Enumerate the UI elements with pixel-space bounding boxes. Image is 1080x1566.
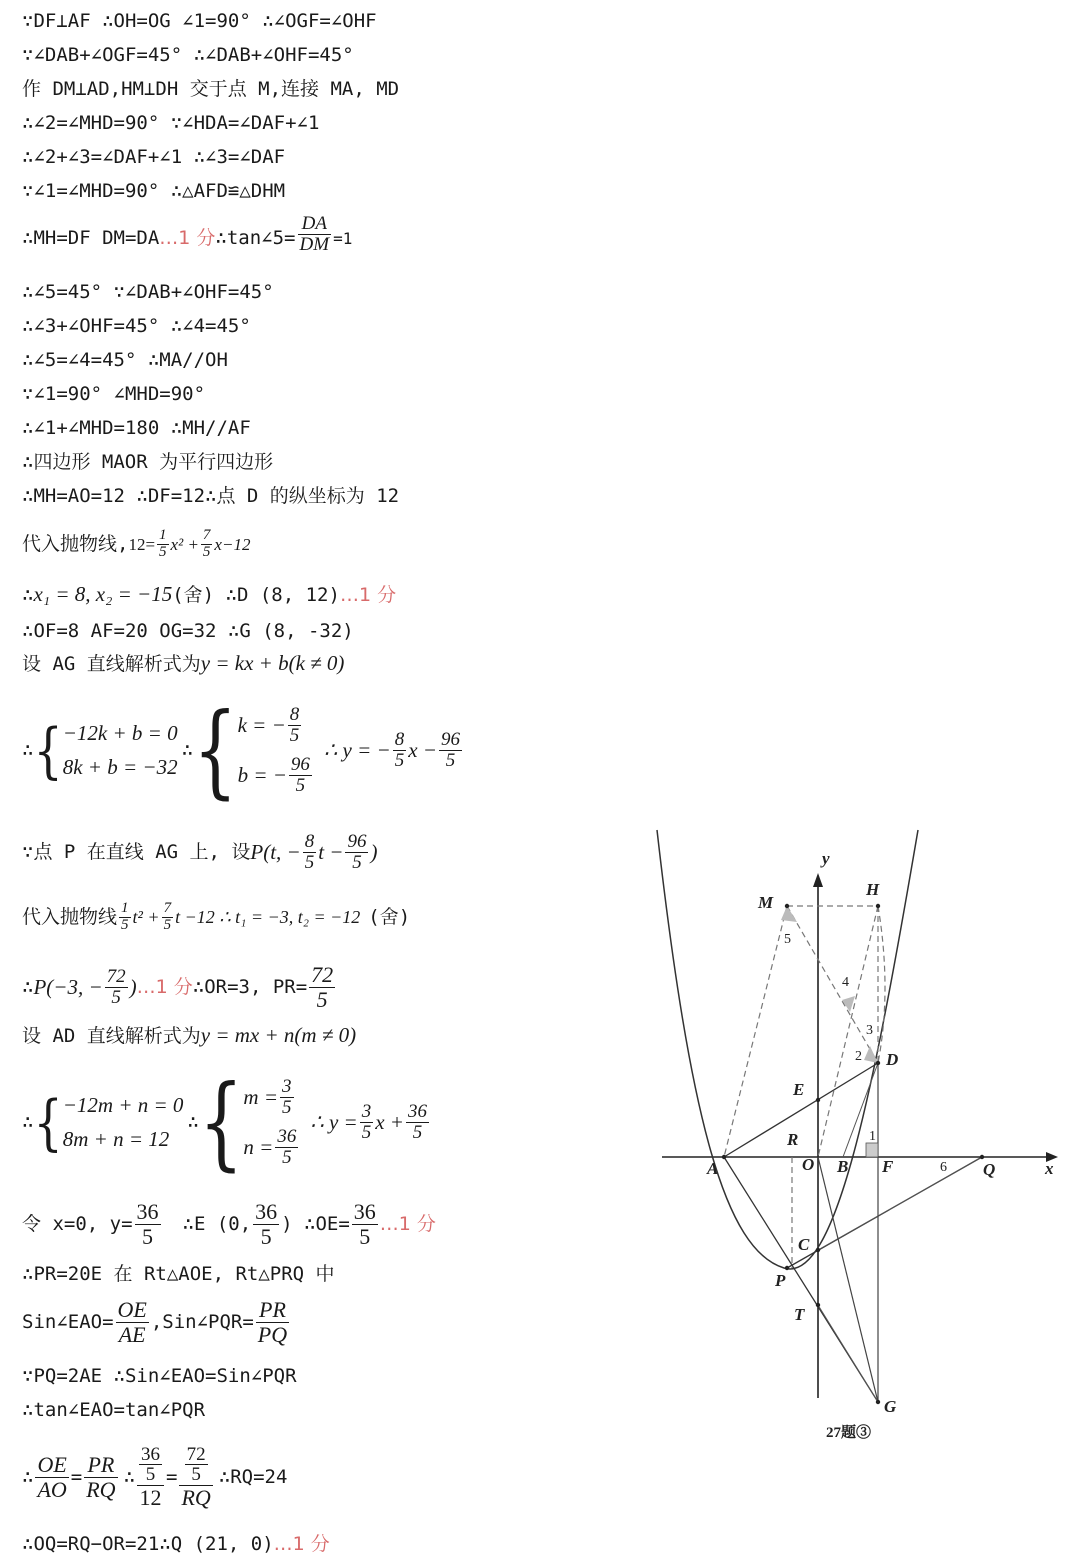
label-O: O <box>802 1155 815 1174</box>
score-dots: … <box>136 976 156 998</box>
score-mark: 1 分 <box>398 1213 436 1235</box>
label-y: y <box>822 849 830 868</box>
label-F: F <box>882 1157 894 1176</box>
line-TG <box>818 1305 878 1402</box>
label-A: A <box>707 1159 719 1178</box>
line-6: ∵∠1=∠MHD=90° ∴△AFD≌△DHM <box>22 180 286 202</box>
line-3: 作 DM⊥AD,HM⊥DH 交于点 M,连接 MA, MD <box>22 78 400 100</box>
line-AD <box>724 1063 878 1157</box>
system-ag: ∴ { −12k + b = 0 8k + b = −32 ∴ { k = − $\frac{8}{5}$ b = − $\frac{96}{5}$ ∴ y = − $\frac{8}{5}$ x − $\frac{96}{5}$ <box>22 690 460 810</box>
line-26: ∴PR=20E 在 Rt△AOE, Rt△PRQ 中 <box>22 1263 335 1285</box>
line-1: ∵DF⊥AF ∴OH=OG ∠1=90° ∴∠OGF=∠OHF <box>22 10 377 32</box>
line-12: ∴∠1+∠MHD=180 ∴MH//AF <box>22 417 251 439</box>
angle-label-6: 6 <box>940 1160 947 1175</box>
line-20: ∵点 P 在直线 AG 上, 设 P(t, − $\frac{8}{5}$ t − $\frac{96}{5}$ ) <box>22 830 378 873</box>
line-MA <box>724 906 787 1157</box>
label-R: R <box>787 1130 799 1149</box>
line-OG <box>818 1157 878 1402</box>
angle-label-5: 5 <box>784 932 791 947</box>
line-7: ∴MH=DF DM=DA…1 分∴tan∠5= $\frac{DA}{DM}$ =1 <box>22 213 353 255</box>
label-T: T <box>794 1305 805 1324</box>
line-2: ∵∠DAB+∠OGF=45° ∴∠DAB+∠OHF=45° <box>22 44 354 66</box>
line-29: ∴tan∠EAO=tan∠PQR <box>22 1399 206 1421</box>
angle-label-4: 4 <box>842 975 849 990</box>
line-28: ∵PQ=2AE ∴Sin∠EAO=Sin∠PQR <box>22 1365 297 1387</box>
line-21: 代入抛物线 $\frac{1}{5}$ t² + $\frac{7}{5}$ t −12 ∴ t₁ = −3, t₂ = −12 (舍) <box>22 899 411 933</box>
label-G: G <box>884 1397 897 1416</box>
label-H: H <box>866 880 880 899</box>
line-9: ∴∠3+∠OHF=45° ∴∠4=45° <box>22 315 251 337</box>
line-22: ∴ P(−3, − $\frac{72}{5}$ ) … 1 分 ∴OR=3, PR= $\frac{72}{5}$ <box>22 962 334 1012</box>
line-14: ∴MH=AO=12 ∴DF=12∴点 D 的纵坐标为 12 <box>22 485 400 507</box>
score-mark: 1 分 <box>178 226 216 249</box>
angle-label-1: 1 <box>869 1129 876 1144</box>
score-dots: … <box>159 226 179 249</box>
line-18: 设 AG 直线解析式为y = kx + b(k ≠ 0) <box>22 651 345 675</box>
angle-label-3: 3 <box>866 1023 873 1038</box>
label-C: C <box>798 1235 810 1254</box>
score-dots: … <box>273 1533 293 1555</box>
line-8: ∴∠5=45° ∵∠DAB+∠OHF=45° <box>22 281 274 303</box>
line-16: ∴x₁ = 8, x₂ = −15(舍) ∴D (8, 12)…1 分 <box>22 582 397 606</box>
line-4: ∴∠2=∠MHD=90° ∵∠HDA=∠DAF+∠1 <box>22 112 320 134</box>
figure-caption: 27题③ <box>826 1425 872 1441</box>
line-23: 设 AD 直线解析式为y = mx + n(m ≠ 0) <box>22 1023 357 1047</box>
angle-mark-2 <box>864 1046 878 1063</box>
label-M: M <box>758 893 774 912</box>
score-mark: 1 分 <box>155 976 193 998</box>
line-10: ∴∠5=∠4=45° ∴MA//OH <box>22 349 228 371</box>
line-15: 代入抛物线,12= $\frac{1}{5}$ x² + $\frac{7}{5}$ x−12 <box>22 527 251 560</box>
score-mark: 1 分 <box>292 1533 330 1555</box>
label-x: x <box>1045 1159 1054 1178</box>
line-HD-curve <box>878 906 885 1063</box>
line-27: Sin∠EAO= $\frac{OE}{AE}$ ,Sin∠PQR= $\frac{PR}{PQ}$ <box>22 1297 288 1347</box>
y-axis-arrow <box>813 873 823 887</box>
line-30: ∴ $\frac{OE}{AO}$ = $\frac{PR}{RQ}$ ∴ $\frac{\frac{36}{5}}{12}$ = $\frac{\frac{72}{5}}{RQ}$ ∴RQ=24 <box>22 1443 288 1511</box>
line-MD <box>787 906 878 1063</box>
score-dots: … <box>339 584 359 606</box>
line-5: ∴∠2+∠3=∠DAF+∠1 ∴∠3=∠DAF <box>22 146 286 168</box>
score-mark: 1 分 <box>358 584 397 606</box>
angle-label-2: 2 <box>855 1049 862 1064</box>
label-D: D <box>886 1050 899 1069</box>
label-P: P <box>775 1271 786 1290</box>
label-E: E <box>793 1080 805 1099</box>
right-angle-1 <box>866 1143 878 1157</box>
label-B: B <box>837 1157 849 1176</box>
geometry-figure <box>650 825 1070 1455</box>
line-31: ∴OQ=RQ−OR=21∴Q (21, 0)…1 分 <box>22 1533 330 1555</box>
label-Q: Q <box>983 1160 996 1179</box>
line-25: 令 x=0, y= $\frac{36}{5}$ ∴E (0, $\frac{36}{5}$ ) ∴OE= $\frac{36}{5}$ … 1 分 <box>22 1199 436 1249</box>
line-17: ∴OF=8 AF=20 OG=32 ∴G (8, -32) <box>22 620 354 642</box>
line-13: ∴四边形 MAOR 为平行四边形 <box>22 451 274 473</box>
system-ad: ∴ { −12m + n = 0 8m + n = 12 ∴ { m = $\frac{3}{5}$ n = $\frac{36}{5}$ ∴ y = $\frac{3}{5}$ x + $\frac{36}{5}$ <box>22 1062 427 1182</box>
score-dots: … <box>379 1213 399 1235</box>
line-11: ∵∠1=90° ∠MHD=90° <box>22 383 206 405</box>
